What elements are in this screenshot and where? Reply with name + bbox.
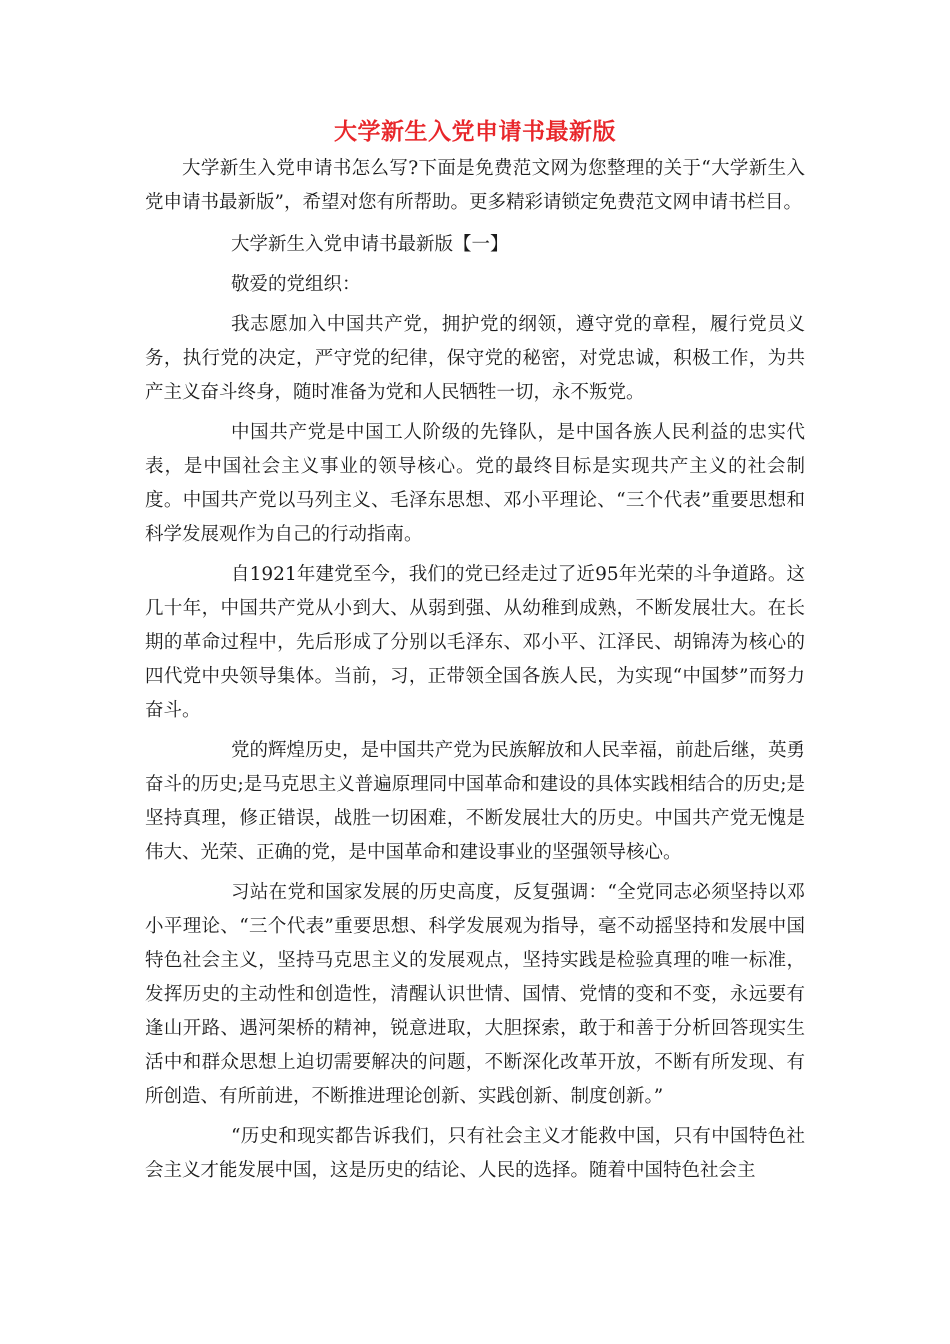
body-paragraph: 中国共产党是中国工人阶级的先锋队，是中国各族人民利益的忠实代表，是中国社会主义事业的领导核心。党的最终目标是实现共产主义的社会制度。中国共产党以马列主义、毛泽东思想、邓小平理论、“三个代表”重要思想和科学发展观作为自己的行动指南。 [145,422,805,545]
body-paragraph: “历史和现实都告诉我们，只有社会主义才能救中国，只有中国特色社会主义才能发展中国，这是历史的结论、人民的选择。随着中国特色社会主 [145,1126,805,1181]
body-paragraph: 我志愿加入中国共产党，拥护党的纲领，遵守党的章程，履行党员义务，执行党的决定，严守党的纪律，保守党的秘密，对党忠诚，积极工作，为共产主义奋斗终身，随时准备为党和人民牺牲一切，永不叛党。 [145,314,805,403]
section-heading: 大学新生入党申请书最新版【一】 [231,234,509,255]
salutation: 敬爱的党组织： [231,274,361,295]
body-paragraph: 习站在党和国家发展的历史高度，反复强调：“全党同志必须坚持以邓小平理论、“三个代表”重要思想、科学发展观为指导，毫不动摇坚持和发展中国特色社会主义，坚持马克思主义的发展观点，坚持实践是检验真理的唯一标准，发挥历史的主动性和创造性，清醒认识世情、国情、党情的变和不变，永远要有逢山开路、遇河架桥的精神，锐意进取，大胆探索，敢于和善于分析回答现实生活中和群众思想上迫切需要解决的问题，不断深化改革开放，不断有所发现、有所创造、有所前进，不断推进理论创新、实践创新、制度创新。” [145,882,805,1107]
body-paragraph: 自1921年建党至今，我们的党已经走过了近95年光荣的斗争道路。这几十年，中国共产党从小到大、从弱到强、从幼稚到成熟，不断发展壮大。在长期的革命过程中，先后形成了分别以毛泽东、邓小平、江泽民、胡锦涛为核心的四代党中央领导集体。当前，习，正带领全国各族人民，为实现“中国梦”而努力奋斗。 [145,564,805,721]
body-paragraph: 党的辉煌历史，是中国共产党为民族解放和人民幸福，前赴后继，英勇奋斗的历史;是马克思主义普遍原理同中国革命和建设的具体实践相结合的历史;是坚持真理，修正错误，战胜一切困难，不断发展壮大的历史。中国共产党无愧是伟大、光荣、正确的党，是中国革命和建设事业的坚强领导核心。 [145,740,805,863]
intro-paragraph: 大学新生入党申请书怎么写?下面是免费范文网为您整理的关于“大学新生入党申请书最新版”，希望对您有所帮助。更多精彩请锁定免费范文网申请书栏目。 [145,158,805,213]
document-title: 大学新生入党申请书最新版 [334,119,616,145]
document-page [145,112,805,1194]
